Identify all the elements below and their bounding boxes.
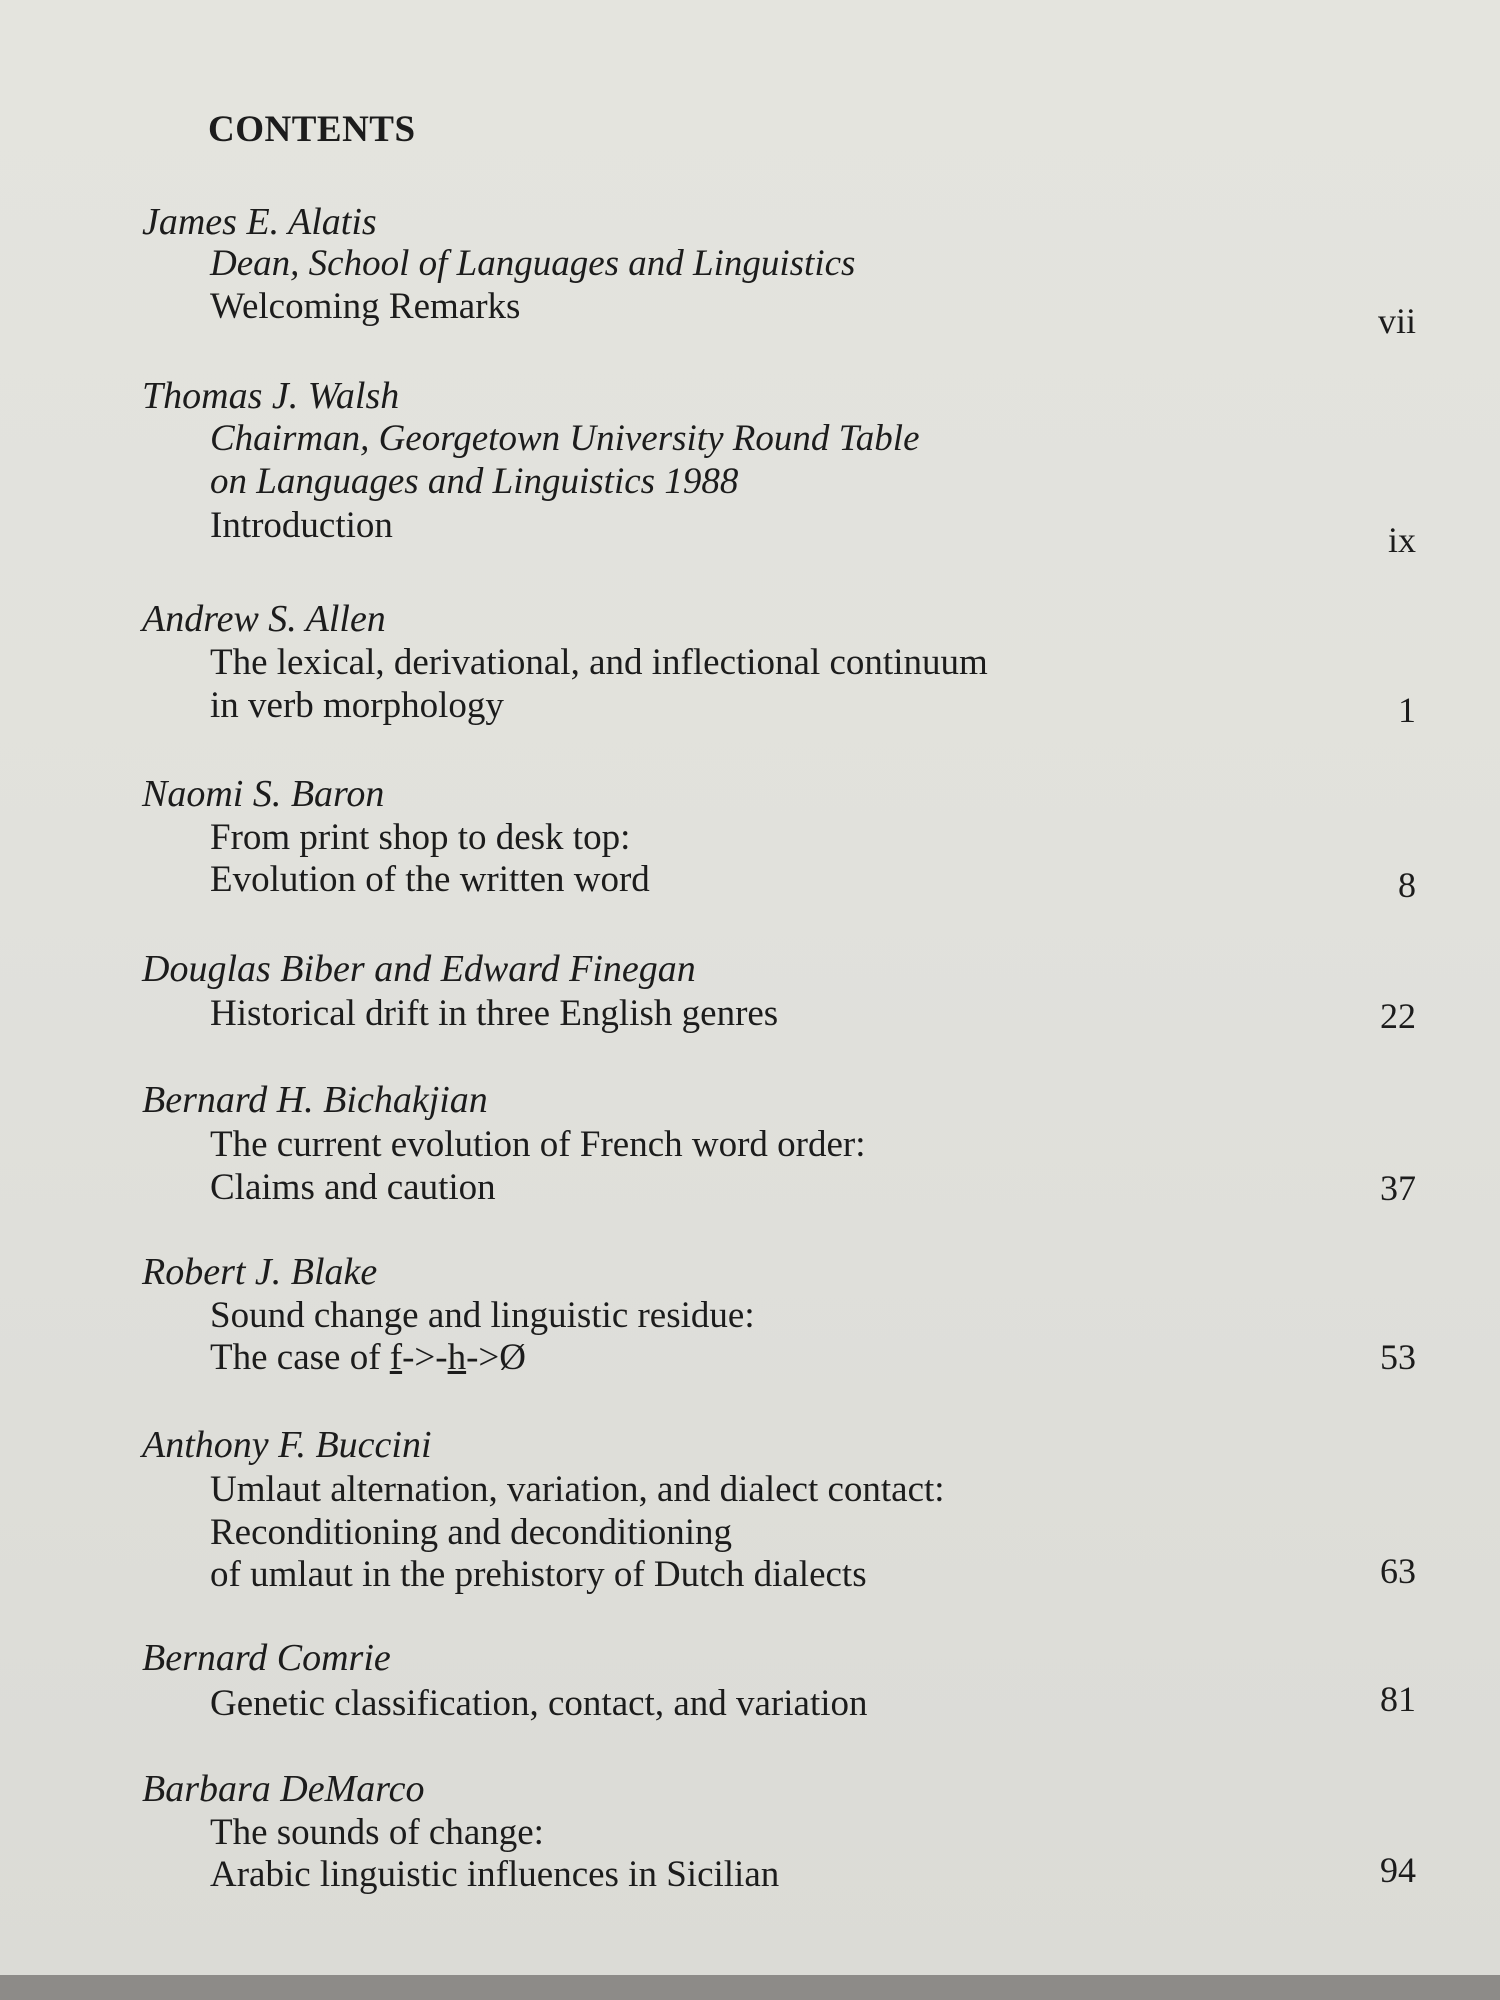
entry-author: Robert J. Blake <box>142 1251 378 1293</box>
entry-page-number: 1 <box>1398 690 1416 730</box>
entry-affiliation: on Languages and Linguistics 1988 <box>210 461 739 502</box>
entry-title-text: ->- <box>402 1337 448 1378</box>
entry-title: Umlaut alternation, variation, and dialect contact: <box>210 1469 945 1510</box>
entry-page-number: 22 <box>1380 996 1416 1036</box>
entry-title: Sound change and linguistic residue: <box>210 1295 755 1336</box>
entry-title: of umlaut in the prehistory of Dutch dialects <box>210 1554 867 1595</box>
entry-title <box>210 1336 526 1379</box>
entry-title-text: h <box>447 1337 467 1378</box>
entry-title-text: ->Ø <box>466 1337 527 1378</box>
entry-author: Douglas Biber and Edward Finegan <box>142 948 696 990</box>
entry-page-number: vii <box>1377 301 1416 341</box>
entry-page-number: 81 <box>1380 1679 1416 1719</box>
entry-title: From print shop to desk top: <box>210 817 631 858</box>
contents-heading: CONTENTS <box>208 109 416 150</box>
entry-title: Historical drift in three English genres <box>210 993 779 1034</box>
entry-title-text: f <box>389 1337 403 1378</box>
entry-title: Evolution of the written word <box>210 859 650 900</box>
entry-author: Andrew S. Allen <box>142 598 386 640</box>
entry-page-number: 94 <box>1380 1850 1416 1890</box>
entry-title: Genetic classification, contact, and variation <box>210 1683 868 1724</box>
entry-author: James E. Alatis <box>142 201 377 243</box>
entry-author: Bernard Comrie <box>142 1637 391 1679</box>
entry-title: Claims and caution <box>210 1167 496 1208</box>
entry-title: The current evolution of French word order: <box>210 1124 866 1165</box>
entry-page-number: 37 <box>1380 1168 1416 1208</box>
entry-author: Anthony F. Buccini <box>142 1424 432 1466</box>
entry-affiliation: Chairman, Georgetown University Round Table <box>210 418 920 459</box>
page-edge-shadow <box>0 1975 1500 2000</box>
entry-author: Bernard H. Bichakjian <box>142 1079 488 1121</box>
entry-title: Introduction <box>210 505 393 546</box>
entry-title: in verb morphology <box>210 685 504 726</box>
entry-title-text: The case of <box>210 1337 390 1378</box>
entry-title: Welcoming Remarks <box>210 286 521 327</box>
entry-author: Naomi S. Baron <box>142 773 385 815</box>
entry-page-number: ix <box>1387 520 1416 560</box>
entry-title: Reconditioning and deconditioning <box>210 1512 733 1553</box>
entry-title: The lexical, derivational, and inflectional continuum <box>210 642 988 683</box>
entry-affiliation: Dean, School of Languages and Linguistics <box>210 243 856 284</box>
entry-title: The sounds of change: <box>210 1812 544 1853</box>
entry-author: Barbara DeMarco <box>142 1768 425 1810</box>
entry-title: Arabic linguistic influences in Sicilian <box>210 1854 780 1895</box>
entry-page-number: 53 <box>1380 1337 1416 1377</box>
entry-page-number: 63 <box>1380 1551 1416 1591</box>
entry-author: Thomas J. Walsh <box>142 375 400 417</box>
entry-page-number: 8 <box>1398 865 1416 905</box>
